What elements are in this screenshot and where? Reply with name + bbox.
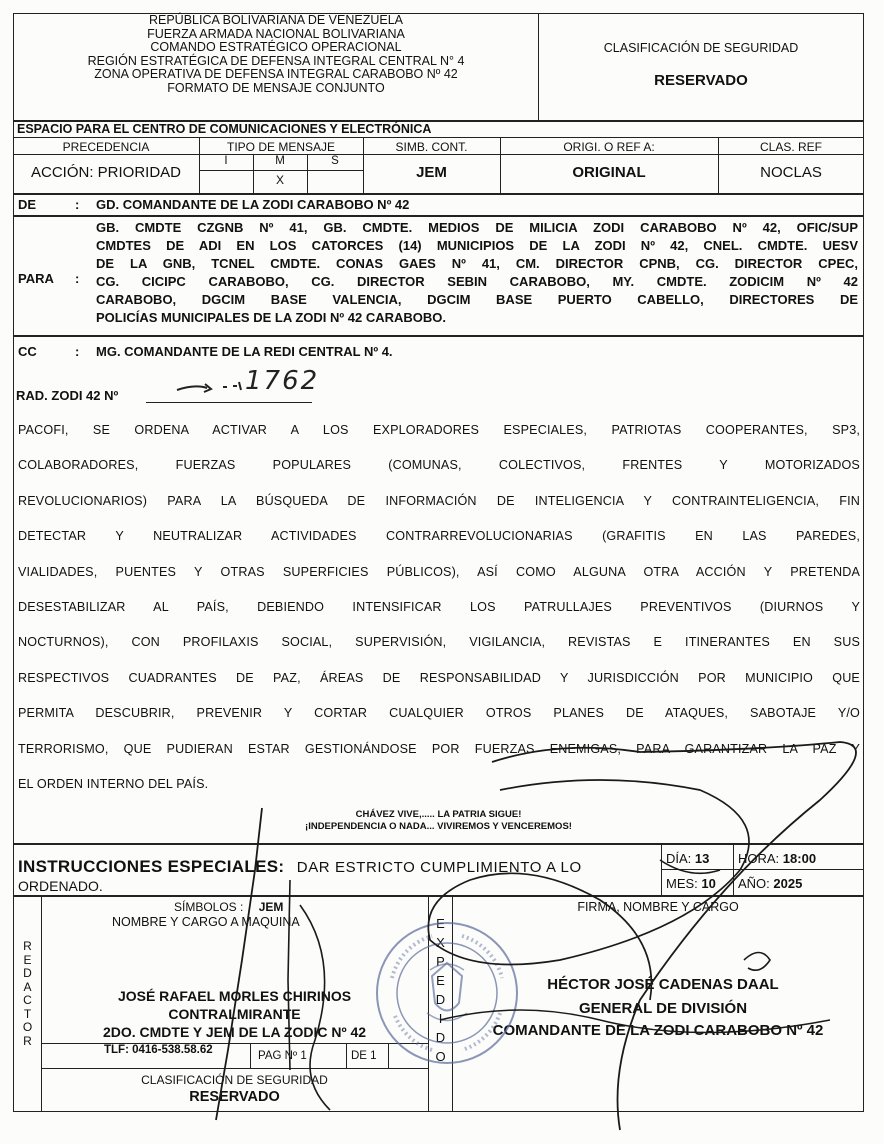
redactor-side-label: REDACTOR — [22, 939, 33, 1048]
slogan-line1: CHÁVEZ VIVE,..... LA PATRIA SIGUE! — [355, 809, 522, 820]
cc-value: MG. COMANDANTE DE LA REDI CENTRAL Nº 4. — [96, 344, 393, 359]
signature-stroke — [492, 742, 856, 1130]
header-security-label: CLASIFICACIÓN DE SEGURIDAD — [603, 41, 799, 55]
body-line: PACOFI, SE ORDENA ACTIVAR A LOS EXPLORADORES ESPECIALES, PATRIOTAS COOPERANTES, SP3, — [18, 423, 860, 437]
instructions-text: DAR ESTRICTO CUMPLIMIENTO A LO — [296, 859, 582, 876]
de-label: DE — [18, 197, 37, 212]
rad-handwritten-number: 1762 — [245, 366, 320, 396]
page-of-label: DE 1 — [351, 1050, 377, 1062]
para-label: PARA — [18, 271, 54, 286]
tipo-i: I — [224, 155, 228, 167]
tipo-s: S — [331, 155, 339, 167]
expedido-name: HÉCTOR JOSÉ CADENAS DAAL — [547, 976, 779, 993]
header-security-value: RESERVADO — [654, 72, 748, 89]
para-line: CARABOBO, DGCIM BASE VALENCIA, DGCIM BASE PUERTO CABELLO, DIRECTORES DE — [96, 292, 858, 307]
origi-value: ORIGINAL — [572, 164, 646, 181]
header-org-line: ZONA OPERATIVA DE DEFENSA INTEGRAL CARABOBO Nº 42 — [94, 67, 458, 81]
para-colon: : — [75, 271, 80, 286]
expedido-rank: GENERAL DE DIVISIÓN — [578, 1000, 748, 1017]
signature-stroke — [660, 860, 770, 970]
clas-value: NOCLAS — [760, 164, 822, 181]
header-org-line: FUERZA ARMADA NACIONAL BOLIVARIANA — [147, 26, 405, 41]
precedencia-value: ACCIÓN: PRIORIDAD — [30, 164, 181, 181]
signature-stroke — [300, 905, 330, 1110]
col-precedencia: PRECEDENCIA — [62, 140, 150, 154]
mes-value: 10 — [701, 876, 716, 891]
tipo-mark: X — [275, 173, 284, 187]
redactor-security-label: CLASIFICACIÓN DE SEGURIDAD — [141, 1073, 328, 1087]
redactor-position: 2DO. CMDTE Y JEM DE LA ZODIC Nº 42 — [102, 1024, 367, 1040]
redactor-phone: TLF: 0416-538.58.62 — [104, 1044, 213, 1056]
simb-value: JEM — [416, 164, 447, 181]
redactor-security-value: RESERVADO — [189, 1089, 280, 1105]
cc-colon: : — [75, 344, 80, 359]
signature-stroke — [428, 780, 749, 1000]
body-line: EL ORDEN INTERNO DEL PAÍS. — [18, 777, 209, 791]
header-org-line: REPÚBLICA BOLIVARIANA DE VENEZUELA — [148, 13, 404, 27]
mes-label: MES: — [666, 876, 698, 891]
para-line: CG. CICIPC CARABOBO, CG. DIRECTOR SEBIN CARABOBO, MY. CMDTE. ZODICIM Nº 42 — [96, 274, 858, 289]
body-line: VIALIDADES, PUENTES Y OTRAS SUPERFICIES PÚBLICOS), ASÍ COMO ALGUNA OTRA ACCIÓN Y PRETENDA — [18, 565, 860, 579]
comms-title: ESPACIO PARA EL CENTRO DE COMUNICACIONES Y ELECTRÓNICA — [17, 122, 432, 136]
para-line: GB. CMDTE CZGNB Nº 41, GB. CMDTE. MEDIOS DE MILICIA ZODI CARABOBO Nº 42, OFIC/SUP — [96, 220, 858, 235]
body-line: NOCTURNOS), CON PROFILAXIS SOCIAL, SUPERVISIÓN, VIGILANCIA, REVISTAS E ITINERANTES EN SUS — [18, 635, 860, 649]
col-tipo-mensaje: TIPO DE MENSAJE — [226, 140, 336, 154]
signature-stroke — [288, 880, 290, 1070]
dia-value: 13 — [694, 851, 710, 866]
rad-label: RAD. ZODI 42 Nº — [16, 388, 119, 403]
col-origi-ref: ORIGI. O REF A: — [563, 140, 655, 154]
ano-value: 2025 — [773, 876, 803, 891]
col-simb-cont: SIMB. CONT. — [395, 140, 468, 154]
hora-value: 18:00 — [782, 851, 817, 866]
body-line: PERMITA DESCUBRIR, PREVENIR Y CORTAR CUALQUIER OTROS PLANES DE ATAQUES, SABOTAJE Y/O — [18, 706, 860, 720]
tipo-m: M — [275, 155, 285, 167]
de-value: GD. COMANDANTE DE LA ZODI CARABOBO Nº 42 — [96, 197, 410, 212]
header-org-line: FORMATO DE MENSAJE CONJUNTO — [167, 80, 385, 95]
redactor-rank: CONTRALMIRANTE — [168, 1006, 301, 1022]
dia-label: DÍA: — [666, 851, 692, 866]
header-org-line: COMANDO ESTRATÉGICO OPERACIONAL — [150, 40, 402, 54]
hora-label: HORA: — [738, 851, 780, 866]
header-org-line: REGIÓN ESTRATÉGICA DE DEFENSA INTEGRAL CENTRAL N° 4 — [87, 53, 465, 68]
expedido-side-label: EXPEDIDO — [435, 916, 446, 1064]
body-line: RESPECTIVOS CUADRANTES DE PAZ, ÁREAS DE RESPONSABILIDAD Y JURISDICCIÓN POR MUNICIPIO QUE — [18, 671, 860, 685]
firma-label: FIRMA, NOMBRE Y CARGO — [577, 900, 739, 914]
page-label: PAG Nº 1 — [258, 1050, 307, 1062]
para-line: POLICÍAS MUNICIPALES DE LA ZODI Nº 42 CARABOBO. — [96, 310, 446, 325]
body-line: TERRORISMO, QUE PUDIERAN ESTAR GESTIONÁNDOSE POR FUERZAS ENEMIGAS, PARA GARANTIZAR LA PAZ Y — [18, 742, 860, 756]
body-line: DESESTABILIZAR AL PAÍS, DEBIENDO INTENSIFICAR LOS PATRULLAJES PREVENTIVOS (DIURNOS Y — [18, 600, 860, 614]
cc-label: CC — [18, 344, 37, 359]
col-clas-ref: CLAS. REF — [759, 140, 822, 154]
instructions-label: INSTRUCCIONES ESPECIALES: — [18, 857, 285, 876]
signature-stroke — [216, 808, 262, 1120]
redactor-name: JOSÉ RAFAEL MORLES CHIRINOS — [117, 988, 352, 1004]
de-colon: : — [75, 197, 80, 212]
body-line: COLABORADORES, FUERZAS POPULARES (COMUNAS, COLECTIVOS, FRENTES Y MOTORIZADOS — [18, 458, 860, 472]
nombre-label: NOMBRE Y CARGO A MAQUINA — [112, 915, 300, 929]
expedido-position: COMANDANTE DE LA ZODI CARABOBO Nº 42 — [492, 1022, 824, 1039]
para-line: DE LA GNB, TCNEL CMDTE. CONAS GAES Nº 41, CM. DIRECTOR CPNB, CG. DIRECTOR CPEC, — [96, 256, 858, 271]
simbolos-label: SÍMBOLOS : — [174, 900, 244, 914]
simbolos-value: JEM — [258, 900, 284, 914]
ano-label: AÑO: — [738, 876, 770, 891]
slogan-line2: ¡INDEPENDENCIA O NADA... VIVIREMOS Y VENCEREMOS! — [305, 821, 572, 832]
instructions-text-line2: ORDENADO. — [18, 878, 103, 894]
body-line: DETECTAR Y NEUTRALIZAR ACTIVIDADES CONTRARREVOLUCIONARIAS (GRAFITIS EN LAS PAREDES, — [18, 529, 860, 543]
body-line: REVOLUCIONARIOS) PARA LA BÚSQUEDA DE INFORMACIÓN DE INTELIGENCIA Y CONTRAINTELIGENCIA, FIN — [18, 494, 860, 508]
para-line: CMDTES DE ADI EN LOS CATORCES (14) MUNICIPIOS DE LA ZODI Nº 42, CNEL. CMDTE. UESV — [96, 238, 858, 253]
